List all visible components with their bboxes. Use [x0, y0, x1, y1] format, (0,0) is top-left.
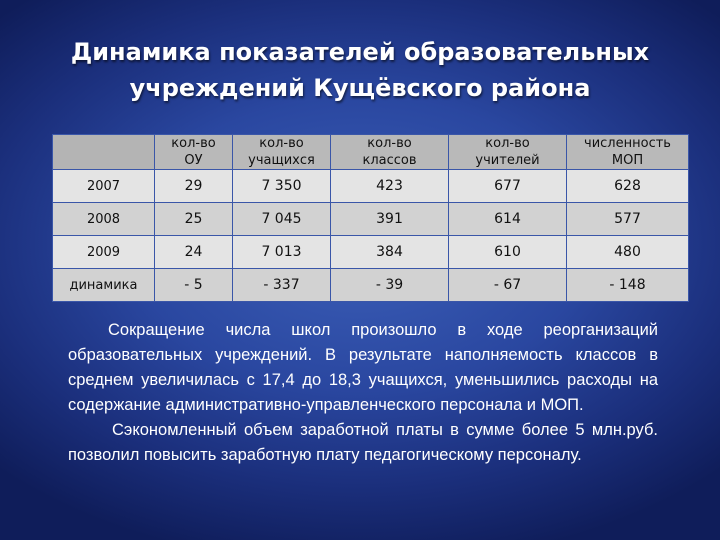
table-cell: 24: [155, 236, 233, 269]
table-cell: - 67: [449, 269, 567, 302]
table-cell: 480: [567, 236, 689, 269]
header-cell-students: кол-во учащихся: [233, 135, 331, 170]
paragraph-reorganization: Сокращение числа школ произошло в ходе реорганизаций образовательных учреждений. В результате наполняемость классов в среднем увеличилась с 17,4 до 18,3 учащихся, уменьшились расходы на содержание административно-управленческого персонала и МОП.: [68, 321, 658, 414]
indicators-table: [52, 134, 688, 302]
header-cell-staff: численность МОП: [567, 135, 689, 170]
table-cell: 677: [449, 170, 567, 203]
slide-title: [40, 34, 680, 106]
table-cell: 610: [449, 236, 567, 269]
table-cell: 577: [567, 203, 689, 236]
table-cell: 384: [331, 236, 449, 269]
paragraph-savings: Сэкономленный объем заработной платы в сумме более 5 млн.руб. позволил повысить заработную плату педагогическому персоналу.: [68, 421, 658, 464]
row-label-cell: 2008: [53, 203, 155, 236]
table-cell: 29: [155, 170, 233, 203]
table-cell: 7 013: [233, 236, 331, 269]
header-corner-cell: [53, 135, 155, 170]
table-cell: - 39: [331, 269, 449, 302]
header-cell-classes: кол-во классов: [331, 135, 449, 170]
row-label-cell: 2007: [53, 170, 155, 203]
table-cell: - 5: [155, 269, 233, 302]
table-cell: 423: [331, 170, 449, 203]
table-cell: 391: [331, 203, 449, 236]
table-cell: 7 350: [233, 170, 331, 203]
table-row: [53, 236, 689, 269]
row-label-cell: 2009: [53, 236, 155, 269]
body-text: [68, 318, 658, 468]
table-cell: 25: [155, 203, 233, 236]
header-cell-teachers: кол-во учителей: [449, 135, 567, 170]
table-row: [53, 203, 689, 236]
header-cell-schools: кол-во ОУ: [155, 135, 233, 170]
table-cell: 628: [567, 170, 689, 203]
table-row-dynamics: [53, 269, 689, 302]
table-cell: 614: [449, 203, 567, 236]
row-label-cell: динамика: [53, 269, 155, 302]
table-row: [53, 170, 689, 203]
table-cell: 7 045: [233, 203, 331, 236]
title-line-2: учреждений Кущёвского района: [129, 74, 591, 102]
title-line-1: Динамика показателей образовательных: [70, 38, 650, 66]
table-cell: - 337: [233, 269, 331, 302]
table-cell: - 148: [567, 269, 689, 302]
table-header-row: [53, 135, 689, 170]
